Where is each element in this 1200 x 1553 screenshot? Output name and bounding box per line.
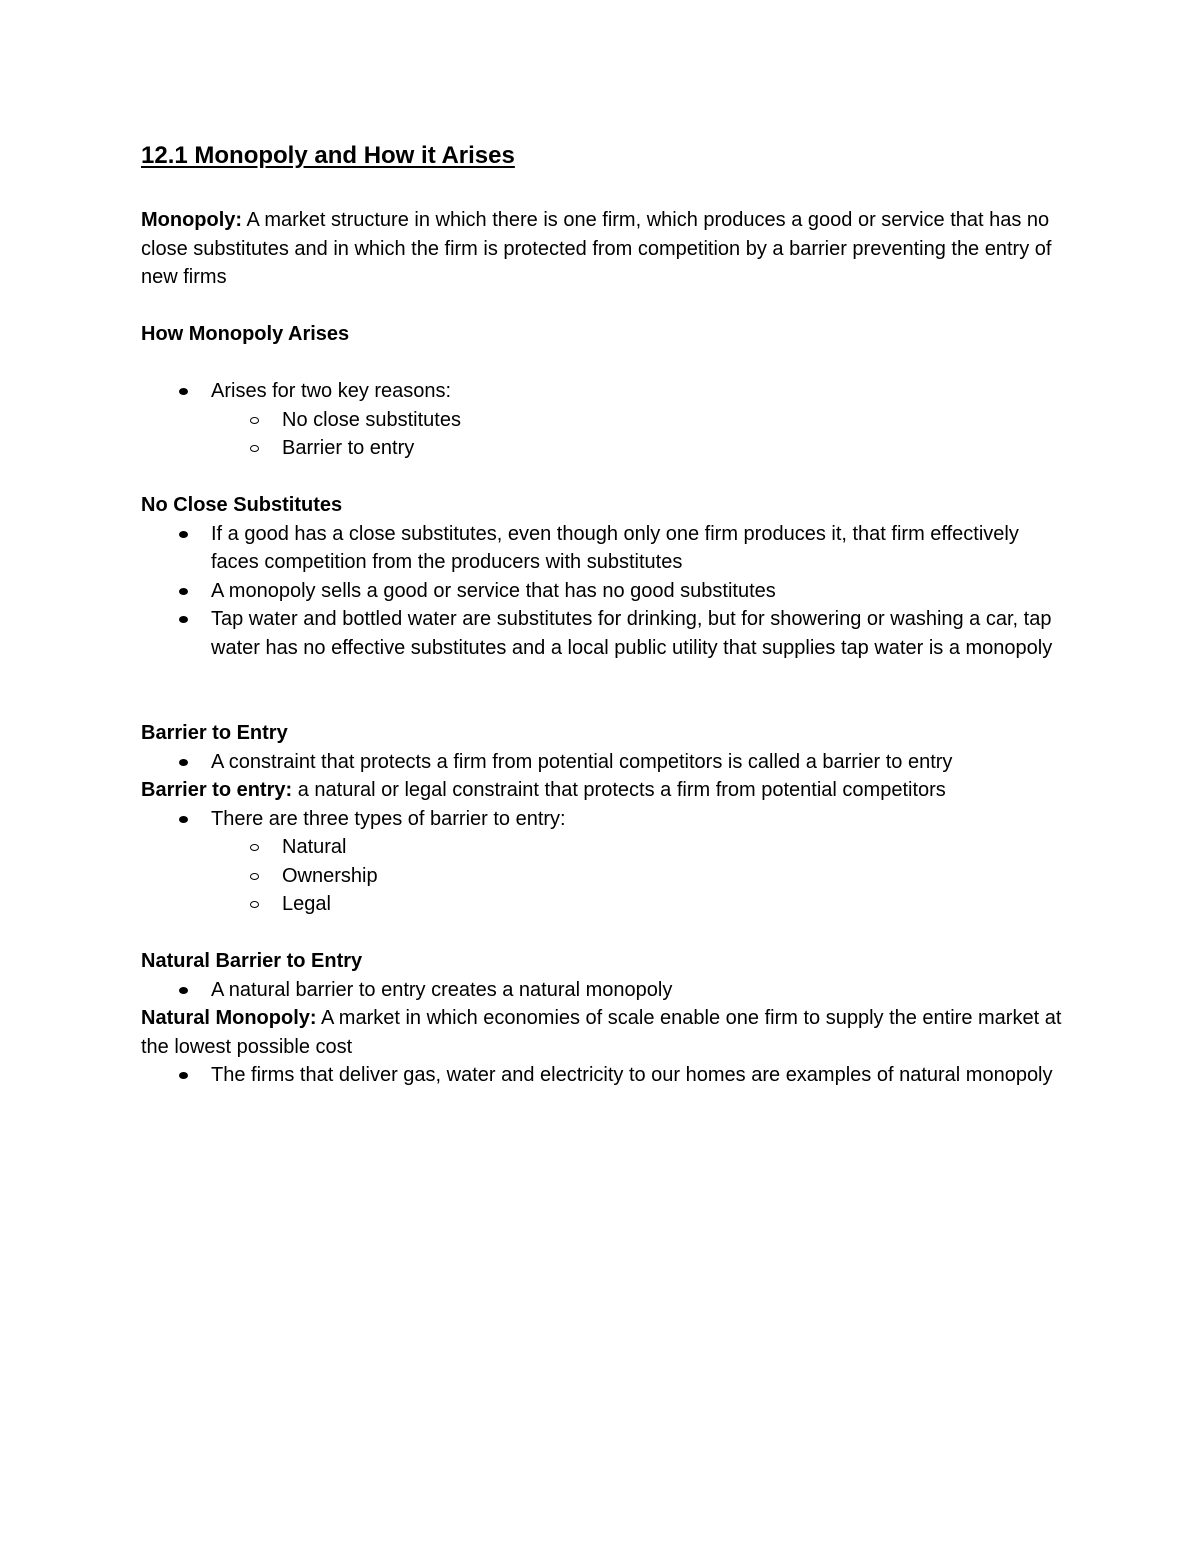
how-arises-heading: How Monopoly Arises <box>141 323 350 345</box>
monopoly-term: Monopoly: <box>141 209 243 231</box>
no-close-heading: No Close Substitutes <box>141 494 343 516</box>
sub-list-item: Legal <box>141 890 1071 919</box>
document-page <box>141 140 1071 1090</box>
list-item: The firms that deliver gas, water and electricity to our homes are examples of natural monopoly <box>141 1061 1071 1090</box>
barrier-definition-text: a natural or legal constraint that protects a firm from potential competitors <box>292 779 946 801</box>
list-item: Arises for two key reasons: <box>141 377 1071 406</box>
natural-list-2 <box>141 1061 1071 1090</box>
bullet-icon <box>177 976 197 1005</box>
bullet-icon <box>177 748 197 777</box>
list-item: There are three types of barrier to entry: <box>141 805 1071 834</box>
sub-list-item: Barrier to entry <box>141 434 1071 463</box>
barrier-types-sublist <box>141 833 1071 919</box>
barrier-term: Barrier to entry: <box>141 779 293 801</box>
natural-monopoly-term: Natural Monopoly: <box>141 1007 317 1029</box>
bullet-icon <box>177 577 197 606</box>
bullet-icon <box>177 520 197 549</box>
monopoly-definition <box>141 206 1071 292</box>
hollow-bullet-icon <box>248 862 268 891</box>
sub-list-item: Natural <box>141 833 1071 862</box>
how-arises-list <box>141 377 1071 406</box>
list-item: A monopoly sells a good or service that has no good substitutes <box>141 577 1071 606</box>
list-item: If a good has a close substitutes, even though only one firm produces it, that firm effectively faces competition from the producers with substitutes <box>141 520 1071 577</box>
barrier-list-2 <box>141 805 1071 834</box>
natural-monopoly-definition-text: A market in which economies of scale enable one firm to supply the entire market at the lowest possible cost <box>141 1007 1062 1058</box>
natural-heading: Natural Barrier to Entry <box>141 950 363 972</box>
bullet-icon <box>177 805 197 834</box>
barrier-list-1 <box>141 748 1071 777</box>
natural-monopoly-definition <box>141 1004 1071 1061</box>
list-item: A constraint that protects a firm from potential competitors is called a barrier to entry <box>141 748 1071 777</box>
bullet-icon <box>177 605 197 634</box>
monopoly-definition-text: A market structure in which there is one firm, which produces a good or service that has no close substitutes and in which the firm is protected from competition by a barrier preventing the entry of new firms <box>141 209 1052 288</box>
hollow-bullet-icon <box>248 833 268 862</box>
bullet-icon <box>177 377 197 406</box>
sub-list-item: No close substitutes <box>141 406 1071 435</box>
barrier-definition <box>141 776 1071 805</box>
hollow-bullet-icon <box>248 434 268 463</box>
hollow-bullet-icon <box>248 406 268 435</box>
barrier-heading: Barrier to Entry <box>141 722 288 744</box>
list-item: Tap water and bottled water are substitutes for drinking, but for showering or washing a car, tap water has no effective substitutes and a local public utility that supplies tap water is a monopoly <box>141 605 1071 662</box>
how-arises-sublist <box>141 406 1071 463</box>
natural-list-1 <box>141 976 1071 1005</box>
list-item: A natural barrier to entry creates a natural monopoly <box>141 976 1071 1005</box>
hollow-bullet-icon <box>248 890 268 919</box>
bullet-icon <box>177 1061 197 1090</box>
sub-list-item: Ownership <box>141 862 1071 891</box>
page-title: 12.1 Monopoly and How it Arises <box>141 142 515 169</box>
no-close-list <box>141 520 1071 663</box>
